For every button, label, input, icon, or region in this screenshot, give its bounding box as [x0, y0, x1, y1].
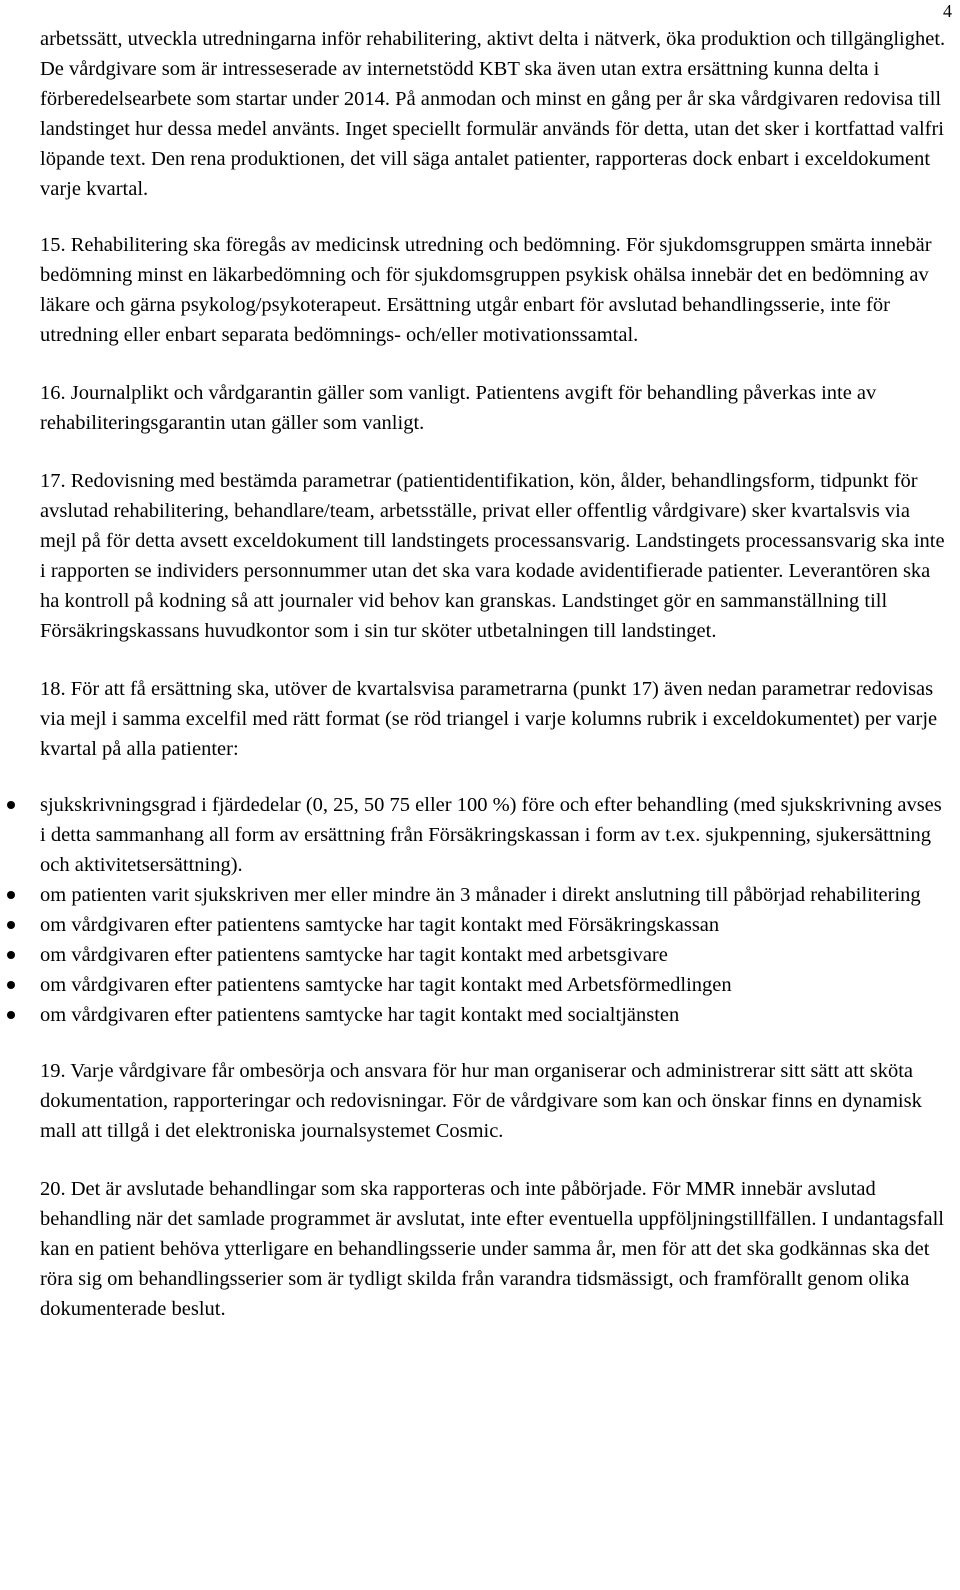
paragraph-item-17: 17. Redovisning med bestämda parametrar (patientidentifikation, kön, ålder, behandlingsform, tidpunkt för avslutad rehabilitering, behandlare/team, arbetsställe, privat eller offentlig vårdgivare) sker kvartalsvis via mejl på för detta avsett exceldokument till landstingets processansvarig. Landstingets processansvarig ska inte i rapporten se individers personnummer utan det ska vara kodade avidentifierade patienter. Leverantören ska ha kontroll på kodning så att journaler vid behov kan granskas. Landstinget gör en sammanställning till Försäkringskassans huvudkontor som i sin tur sköter utbetalningen till landstinget.: [40, 470, 945, 642]
bullet-item: sjukskrivningsgrad i fjärdedelar (0, 25, 50 75 eller 100 %) före och efter behandling (med sjukskrivning avses i detta sammanhang all form av ersättning från Försäkringskassan i form av t.ex. sjukpenning, sjukersättning och aktivitetsersättning).: [40, 790, 948, 880]
paragraph-item-15: 15. Rehabilitering ska föregås av medicinsk utredning och bedömning. För sjukdomsgruppen smärta innebär bedömning minst en läkarbedömning och för sjukdomsgruppen psykisk ohälsa innebär det en bedömning av läkare och gärna psykolog/psykoterapeut. Ersättning utgår enbart för avslutad behandlingsserie, inte för utredning eller enbart separata bedömnings- och/eller motivationssamtal.: [40, 234, 932, 346]
bullet-item: om vårdgivaren efter patientens samtycke har tagit kontakt med arbetsgivare: [40, 940, 948, 970]
bullet-item: om vårdgivaren efter patientens samtycke har tagit kontakt med Försäkringskassan: [40, 910, 948, 940]
document-body: [40, 24, 948, 1352]
paragraph-item-16: 16. Journalplikt och vårdgarantin gäller som vanligt. Patientens avgift för behandling påverkas inte av rehabiliteringsgarantin utan gäller som vanligt.: [40, 382, 877, 434]
paragraph-item-20: 20. Det är avslutade behandlingar som ska rapporteras och inte påbörjade. För MMR innebär avslutad behandling när det samlade programmet är avslutat, inte efter eventuella uppföljningstillfällen. I undantagsfall kan en patient behöva ytterligare en behandlingsserie under samma år, men för att det ska godkännas ska det röra sig om behandlingsserier som är tydligt skilda från varandra tidsmässigt, och framförallt genom olika dokumenterade beslut.: [40, 1178, 944, 1320]
paragraph-item-18: 18. För att få ersättning ska, utöver de kvartalsvisa parametrarna (punkt 17) även nedan parametrar redovisas via mejl i samma excelfil med rätt format (se röd triangel i varje kolumns rubrik i exceldokumentet) per varje kvartal på alla patienter:: [40, 678, 938, 760]
paragraph-item-19: 19. Varje vårdgivare får ombesörja och ansvara för hur man organiserar och administrerar sitt sätt att sköta dokumentation, rapporteringar och redovisningar. För de vårdgivare som kan och önskar finns en dynamisk mall att tillgå i det elektroniska journalsystemet Cosmic.: [40, 1060, 922, 1142]
page-number: 4: [943, 1, 952, 21]
bullet-item: om vårdgivaren efter patientens samtycke har tagit kontakt med Arbetsförmedlingen: [40, 970, 948, 1000]
parameter-bullet-list: [40, 790, 948, 1030]
bullet-item: om vårdgivaren efter patientens samtycke har tagit kontakt med socialtjänsten: [40, 1000, 948, 1030]
paragraph-intro: arbetssätt, utveckla utredningarna inför rehabilitering, aktivt delta i nätverk, öka produktion och tillgänglighet. De vårdgivare som är intresseserade av internetstödd KBT ska även utan extra ersättning kunna delta i förberedelsearbete som startar under 2014. På anmodan och minst en gång per år ska vårdgivaren redovisa till landstinget hur dessa medel använts. Inget speciellt formulär används för detta, utan det sker i kortfattad valfri löpande text. Den rena produktionen, det vill säga antalet patienter, rapporteras dock enbart i exceldokument varje kvartal.: [40, 28, 946, 200]
bullet-item: om patienten varit sjukskriven mer eller mindre än 3 månader i direkt anslutning till påbörjad rehabilitering: [40, 880, 948, 910]
